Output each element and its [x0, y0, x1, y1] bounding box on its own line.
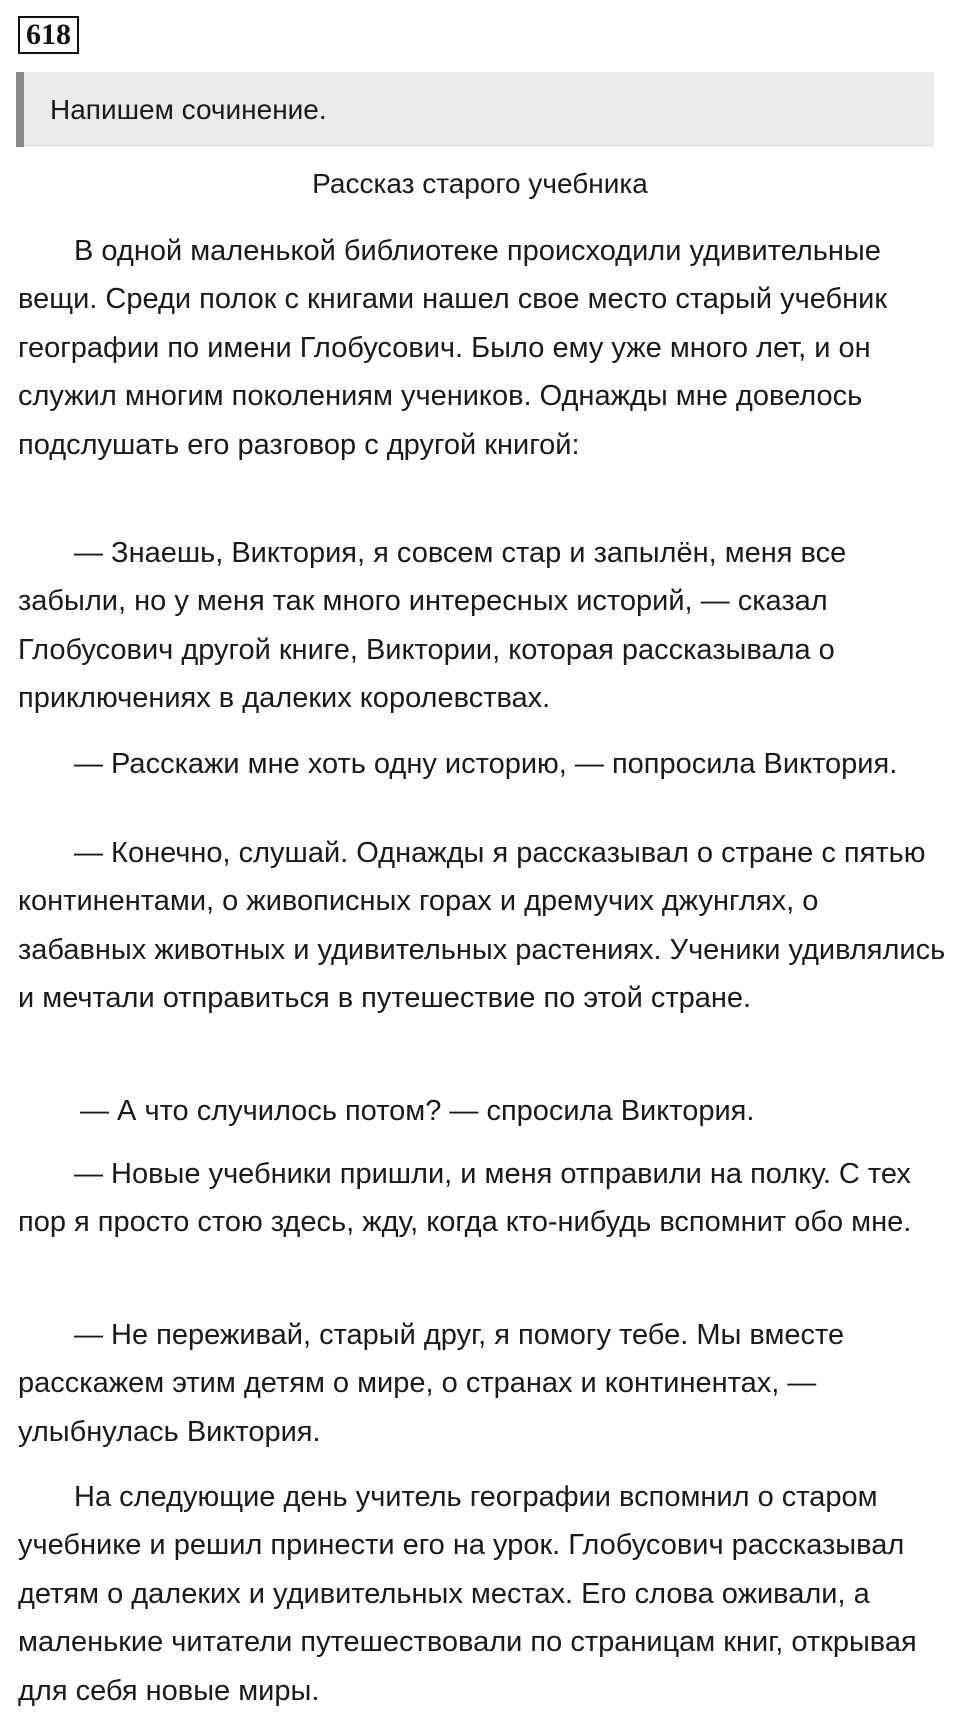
- task-prompt-text: Напишем сочинение.: [50, 94, 327, 125]
- story-paragraph: На следующие день учитель географии вспомнил о старом учебнике и решил принести его на урок. Глобусович рассказывал детям о далеких и удивительных местах. Его слова оживали, а маленькие читатели путешествовали по страницам книг, открывая для себя новые миры.: [18, 1481, 917, 1707]
- story-title: Рассказ старого учебника: [312, 168, 648, 199]
- task-prompt-banner: [16, 72, 934, 147]
- story-paragraph: В одной маленькой библиотеке происходили удивительные вещи. Среди полок с книгами нашел свое место старый учебник географии по имени Глобусович. Было ему уже много лет, и он служил многим поколениям учеников. Однажды мне довелось подслушать его разговор с другой книгой:: [18, 235, 888, 461]
- story-paragraph: — Знаешь, Виктория, я совсем стар и запылён, меня все забыли, но у меня так много интересных историй, — сказал Глобусович другой книге, Виктории, которая рассказывала о приключениях в далеких королевствах.: [18, 537, 847, 715]
- story-paragraph: — А что случилось потом? — спросила Виктория.: [80, 1095, 755, 1127]
- story-paragraph: — Расскажи мне хоть одну историю, — попросила Виктория.: [74, 748, 898, 780]
- task-number-badge: 618: [18, 16, 79, 54]
- story-paragraph: — Конечно, слушай. Однажды я рассказывал о стране с пятью континентами, о живописных горах и дремучих джунглях, о забавных животных и удивительных растениях. Ученики удивлялись и мечтали отправиться в путешествие по этой стране.: [18, 837, 946, 1015]
- story-paragraph: — Не переживай, старый друг, я помогу тебе. Мы вместе расскажем этим детям о мире, о странах и континентах, — улыбнулась Виктория.: [18, 1319, 845, 1448]
- story-paragraph: — Новые учебники пришли, и меня отправили на полку. С тех пор я просто стою здесь, жду, когда кто-нибудь вспомнит обо мне.: [18, 1158, 912, 1239]
